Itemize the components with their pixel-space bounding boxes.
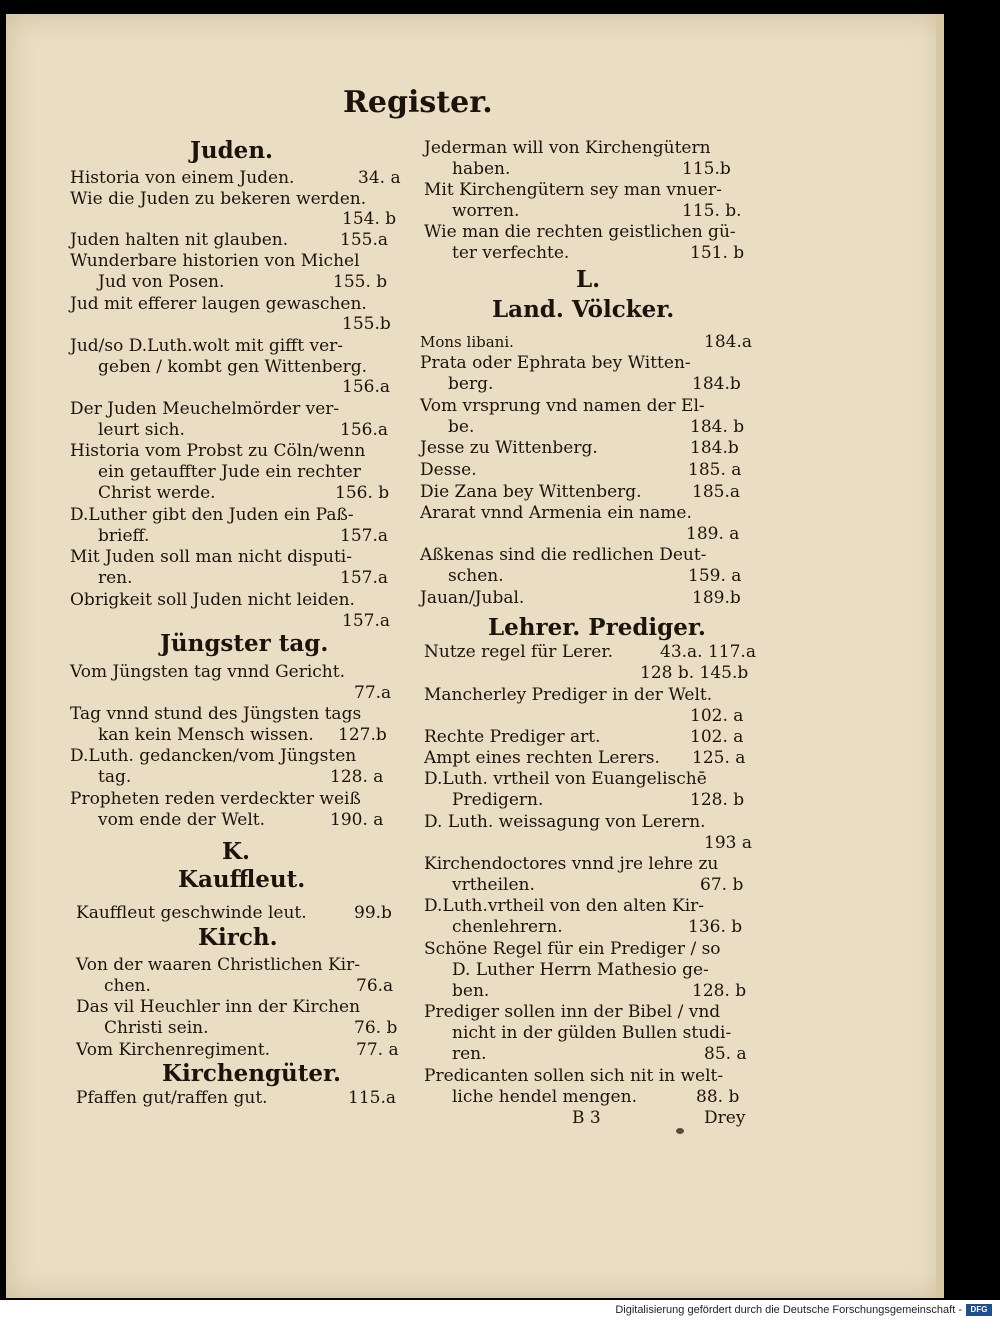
entry-label: Pfaffen gut/raffen gut.	[76, 1088, 268, 1108]
entry-ref: 77.a	[354, 683, 392, 703]
entry-ref: 159. a	[688, 566, 742, 586]
entry-label: vrtheilen.	[452, 875, 535, 895]
entry-label: Vom vrsprung vnd namen der El-	[420, 396, 705, 416]
entry-ref: 184.a	[704, 332, 752, 352]
entry-ref: 189.b	[692, 588, 741, 608]
ink-blot	[676, 1128, 684, 1134]
entry-label: Jederman will von Kirchengütern	[424, 138, 711, 158]
entry-label: tag.	[98, 767, 132, 787]
entry-label: Tag vnnd stund des Jüngsten tags	[70, 704, 362, 724]
entry-label: nicht in der gülden Bullen studi-	[452, 1023, 732, 1043]
entry-label: Historia vom Probst zu Cöln/wenn	[70, 441, 366, 461]
entry-label: Mancherley Prediger in der Welt.	[424, 685, 713, 705]
signature-mark: B 3	[572, 1108, 601, 1128]
entry-ref: 77. a	[356, 1040, 399, 1060]
entry-label: Ararat vnnd Armenia ein name.	[420, 503, 692, 523]
entry-label: haben.	[452, 159, 511, 179]
entry-ref: 193 a	[704, 833, 752, 853]
entry-label: Prata oder Ephrata bey Witten-	[420, 353, 691, 373]
entry-label: liche hendel mengen.	[452, 1087, 637, 1107]
entry-label: Christ werde.	[98, 483, 216, 503]
entry-label: D.Luth. vrtheil von Euangelischē	[424, 769, 707, 789]
dfg-logo[interactable]: DFG	[966, 1304, 992, 1316]
entry-label: vom ende der Welt.	[98, 810, 266, 830]
entry-ref: 115. b.	[682, 201, 742, 221]
entry-label: ren.	[98, 568, 133, 588]
entry-ref: 185.a	[692, 482, 740, 502]
entry-ref: 128. a	[330, 767, 384, 787]
entry-label: Obrigkeit soll Juden nicht leiden.	[70, 590, 355, 610]
entry-ref: 184.b	[690, 438, 739, 458]
entry-ref: 128. b	[690, 790, 745, 810]
entry-ref: 102. a	[690, 727, 744, 747]
entry-ref: 102. a	[690, 706, 744, 726]
entry-ref: 184.b	[692, 374, 741, 394]
entry-ref: 99.b	[354, 903, 392, 923]
catchword: Drey	[704, 1108, 746, 1128]
entry-label: D. Luther Herrn Mathesio ge-	[452, 960, 709, 980]
entry-label: Predicanten sollen sich nit in welt-	[424, 1066, 724, 1086]
entry-label: D. Luth. weissagung von Lerern.	[424, 812, 706, 832]
entry-ref: 88. b	[696, 1087, 740, 1107]
entry-label: D.Luth. gedancken/vom Jüngsten	[70, 746, 357, 766]
entry-label: leurt sich.	[98, 420, 185, 440]
entry-label: berg.	[448, 374, 494, 394]
entry-ref: 128. b	[692, 981, 747, 1001]
entry-ref: 67. b	[700, 875, 744, 895]
heading-letter-k: K.	[222, 838, 250, 865]
entry-label: D.Luth.vrtheil von den alten Kir-	[424, 896, 705, 916]
entry-label: Nutze regel für Lerer.	[424, 642, 614, 662]
entry-ref: 189. a	[686, 524, 740, 544]
entry-ref: 190. a	[330, 810, 384, 830]
entry-ref: 115.a	[348, 1088, 396, 1108]
entry-ref: 185. a	[688, 460, 742, 480]
heading-kirchengueter: Kirchengüter.	[162, 1060, 342, 1087]
entry-label: Predigern.	[452, 790, 544, 810]
entry-ref: 157.a	[342, 611, 390, 631]
entry-label: Jud von Posen.	[98, 272, 225, 292]
entry-label: Der Juden Meuchelmörder ver-	[70, 399, 340, 419]
heading-land-voelcker: Land. Völcker.	[492, 296, 675, 323]
entry-ref: 157.a	[340, 526, 388, 546]
entry-ref: 156.a	[342, 377, 390, 397]
entry-label: Vom Jüngsten tag vnnd Gericht.	[70, 662, 345, 682]
entry-label: Prediger sollen inn der Bibel / vnd	[424, 1002, 721, 1022]
entry-ref: 156.a	[340, 420, 388, 440]
entry-ref: 128 b. 145.b	[640, 663, 749, 683]
entry-ref: 34. a	[358, 168, 401, 188]
heading-letter-l: L.	[576, 266, 601, 293]
entry-ref: 76.a	[356, 976, 394, 996]
entry-label: Von der waaren Christlichen Kir-	[76, 955, 360, 975]
entry-label: kan kein Mensch wissen.	[98, 725, 314, 745]
entry-label: brieff.	[98, 526, 150, 546]
entry-ref: 76. b	[354, 1018, 398, 1038]
entry-label: Das vil Heuchler inn der Kirchen	[76, 997, 361, 1017]
entry-label: Christi sein.	[104, 1018, 209, 1038]
footer-credit: Digitalisierung gefördert durch die Deutsche Forschungsgemeinschaft -	[615, 1304, 962, 1316]
entry-label: Mons libani.	[420, 333, 514, 351]
page-title: Register.	[343, 85, 493, 120]
entry-label: Vom Kirchenregiment.	[76, 1040, 271, 1060]
entry-label: Historia von einem Juden.	[70, 168, 295, 188]
entry-label: Ampt eines rechten Lerers.	[424, 748, 660, 768]
heading-juden: Juden.	[190, 137, 274, 164]
entry-ref: 85. a	[704, 1044, 747, 1064]
entry-label: D.Luther gibt den Juden ein Paß-	[70, 505, 354, 525]
entry-label: Propheten reden verdeckter weiß	[70, 789, 361, 809]
entry-label: ben.	[452, 981, 490, 1001]
entry-ref: 151. b	[690, 243, 745, 263]
entry-ref: 136. b	[688, 917, 743, 937]
entry-ref: 115.b	[682, 159, 731, 179]
entry-ref: 125. a	[692, 748, 746, 768]
entry-label: Mit Kirchengütern sey man vnuer-	[424, 180, 722, 200]
entry-label: schen.	[448, 566, 504, 586]
page-edge	[936, 14, 944, 1298]
entry-label: Jud mit efferer laugen gewaschen.	[70, 294, 367, 314]
entry-label: Jauan/Jubal.	[420, 588, 525, 608]
entry-label: Schöne Regel für ein Prediger / so	[424, 939, 721, 959]
entry-label: Rechte Prediger art.	[424, 727, 601, 747]
footer-bar	[0, 1300, 1000, 1320]
entry-ref: 155. b	[333, 272, 388, 292]
entry-label: chen.	[104, 976, 151, 996]
entry-label: Aßkenas sind die redlichen Deut-	[420, 545, 707, 565]
entry-label: Kauffleut geschwinde leut.	[76, 903, 307, 923]
entry-ref: 154. b	[342, 209, 397, 229]
entry-label: worren.	[452, 201, 520, 221]
entry-label: Wunderbare historien von Michel	[70, 251, 360, 271]
entry-label: Wie die Juden zu bekeren werden.	[70, 189, 367, 209]
entry-label: Kirchendoctores vnnd jre lehre zu	[424, 854, 719, 874]
entry-label: Jesse zu Wittenberg.	[420, 438, 598, 458]
entry-label: Juden halten nit glauben.	[70, 230, 289, 250]
entry-ref: 155.b	[342, 314, 391, 334]
entry-ref: 184. b	[690, 417, 745, 437]
entry-label: Jud/so D.Luth.wolt mit gifft ver-	[70, 336, 344, 356]
entry-label: Mit Juden soll man nicht disputi-	[70, 547, 352, 567]
entry-ref: 127.b	[338, 725, 387, 745]
heading-kauffleut: Kauffleut.	[178, 866, 306, 893]
entry-ref: 43.a. 117.a	[660, 642, 756, 662]
entry-label: ter verfechte.	[452, 243, 570, 263]
entry-ref: 155.a	[340, 230, 388, 250]
entry-label: ren.	[452, 1044, 487, 1064]
entry-ref: 156. b	[335, 483, 390, 503]
heading-lehrer-prediger: Lehrer. Prediger.	[488, 614, 706, 641]
entry-label: ein getauffter Jude ein rechter	[98, 462, 361, 482]
entry-label: Die Zana bey Wittenberg.	[420, 482, 642, 502]
entry-label: chenlehrern.	[452, 917, 563, 937]
heading-kirch: Kirch.	[198, 924, 278, 951]
entry-label: be.	[448, 417, 475, 437]
heading-juengster-tag: Jüngster tag.	[160, 630, 329, 657]
entry-label: Desse.	[420, 460, 477, 480]
entry-ref: 157.a	[340, 568, 388, 588]
entry-label: geben / kombt gen Wittenberg.	[98, 357, 368, 377]
entry-label: Wie man die rechten geistlichen gü-	[424, 222, 736, 242]
